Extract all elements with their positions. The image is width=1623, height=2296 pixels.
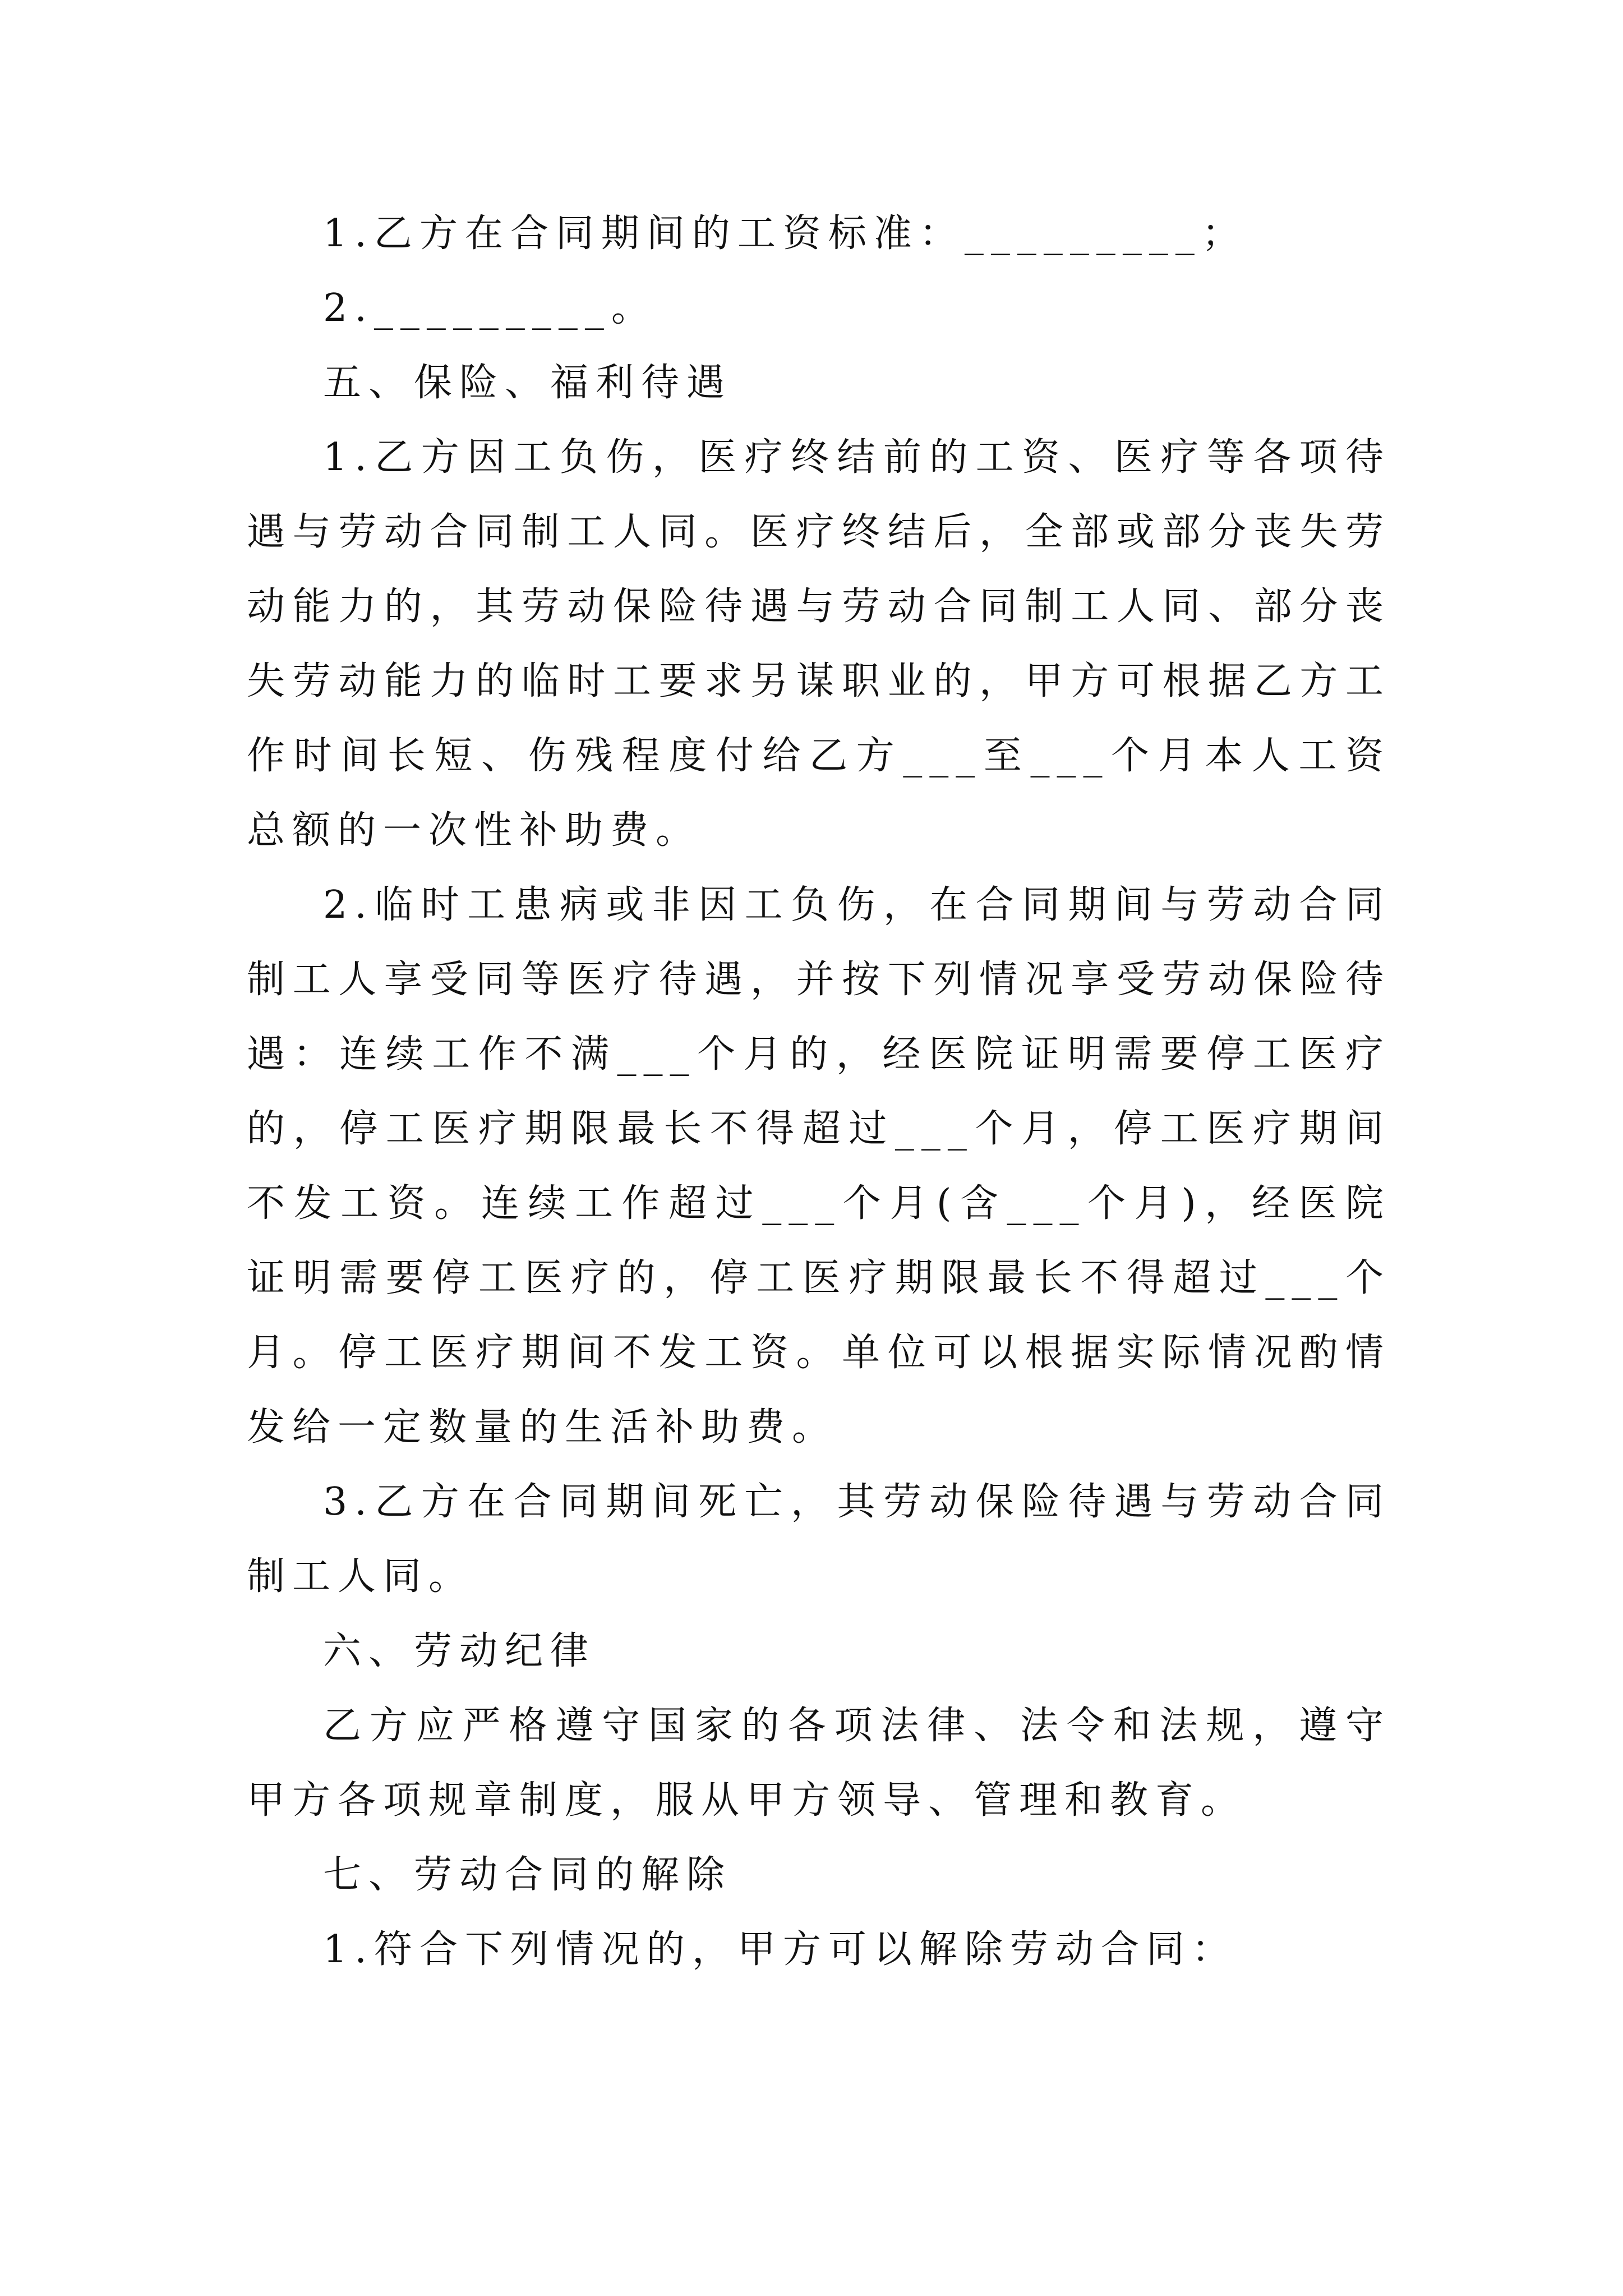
paragraph-termination-conditions: 1.符合下列情况的，甲方可以解除劳动合同： (323, 1927, 1237, 1972)
document-body (247, 196, 1391, 1987)
paragraph-death: 3.乙方在合同期间死亡，其劳动保险待遇与劳动合同制工人同。 (247, 1480, 1391, 1599)
paragraph-item-2: 2._________。 (323, 286, 657, 330)
section-heading-insurance: 五、保险、福利待遇 (323, 361, 732, 405)
paragraph-illness: 2.临时工患病或非因工负伤，在合同期间与劳动合同制工人享受同等医疗待遇，并按下列情况享受劳动保险待遇：连续工作不满___个月的，经医院证明需要停工医疗的，停工医疗期限最长不得超过___个月，停工医疗期间不发工资。连续工作超过___个月(含___个月)，经医院证明需要停工医疗的，停工医疗期限最长不得超过___个月。停工医疗期间不发工资。单位可以根据实际情况酌情发给一定数量的生活补助费。 (247, 883, 1391, 1450)
paragraph-wage-standard: 1.乙方在合同期间的工资标准：_________； (323, 211, 1247, 256)
paragraph-discipline: 乙方应严格遵守国家的各项法律、法令和法规，遵守甲方各项规章制度，服从甲方领导、管理和教育。 (247, 1704, 1391, 1823)
paragraph-work-injury: 1.乙方因工负伤，医疗终结前的工资、医疗等各项待遇与劳动合同制工人同。医疗终结后，全部或部分丧失劳动能力的，其劳动保险待遇与劳动合同制工人同、部分丧失劳动能力的临时工要求另谋职业的，甲方可根据乙方工作时间长短、伤残程度付给乙方___至___个月本人工资总额的一次性补助费。 (247, 435, 1391, 853)
section-heading-discipline: 六、劳动纪律 (323, 1629, 596, 1673)
section-heading-termination: 七、劳动合同的解除 (323, 1853, 732, 1897)
